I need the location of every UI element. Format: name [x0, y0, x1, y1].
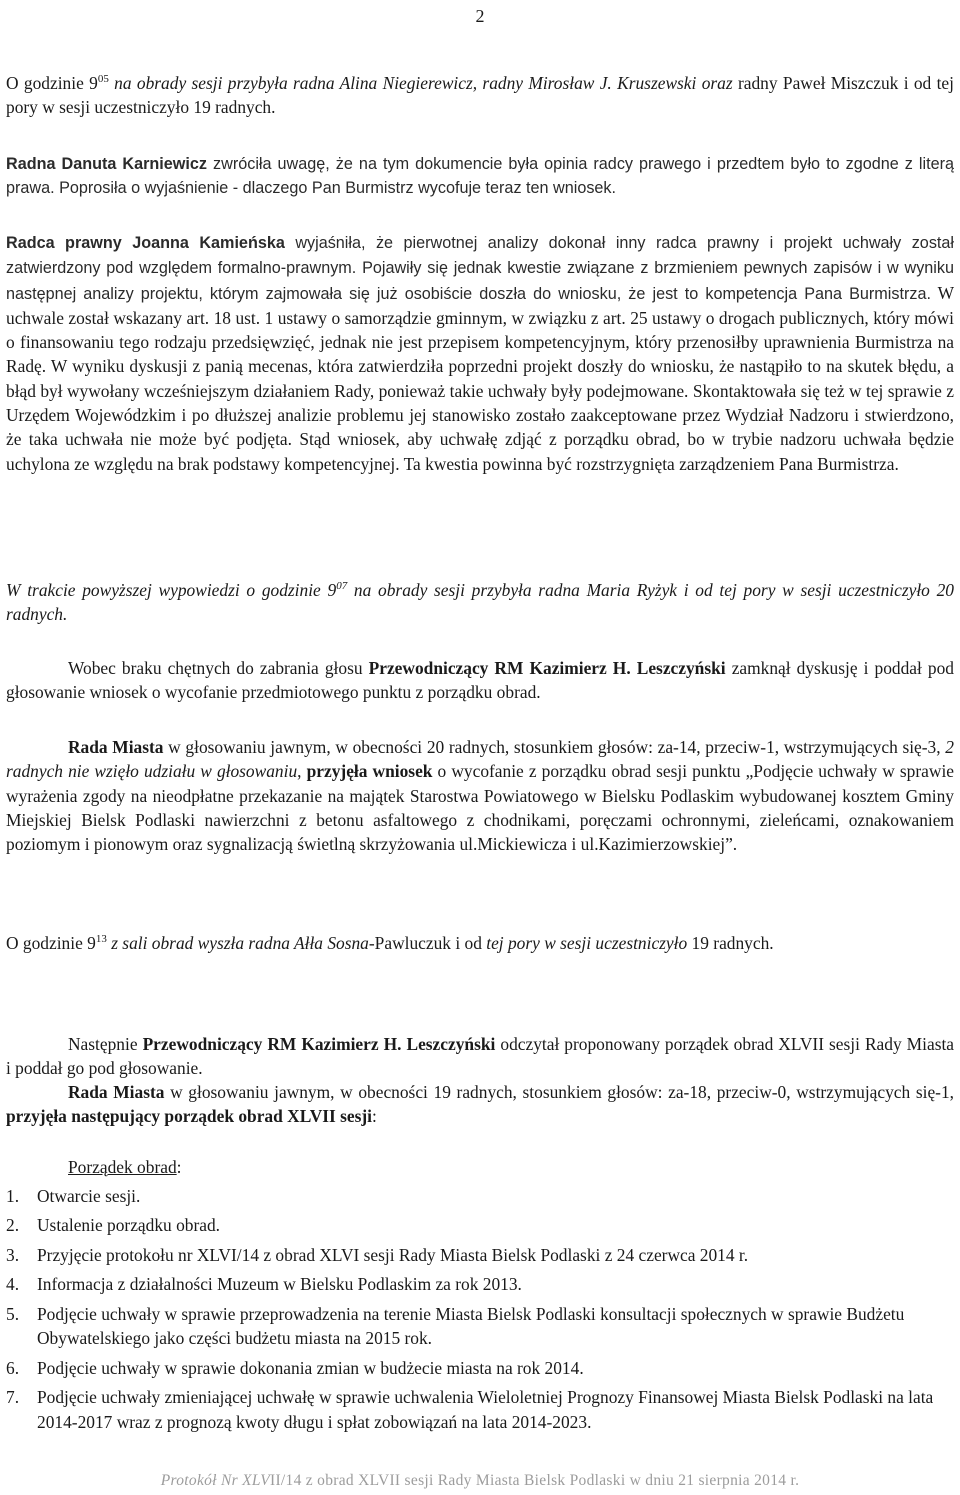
paragraph-departure	[6, 931, 954, 955]
p6-council: Rada Miasta	[68, 737, 164, 757]
p9-text-d: :	[372, 1106, 377, 1127]
p9-decision: przyjęła następujący porządek obrad XLVII sesji	[6, 1106, 373, 1127]
p5-text-c: zamknął dyskusję i poddał pod głosowanie wniosek o wycofanie przedmiotowego punktu z porządku obrad.	[6, 658, 955, 703]
agenda-item-text: Ustalenie porządku obrad.	[37, 1215, 221, 1236]
agenda-item	[6, 1184, 954, 1208]
agenda-item	[6, 1213, 954, 1237]
p8-text-c: odczytał proponowany porządek obrad XLVII sesji Rady Miasta i poddał go pod głosowanie.	[6, 1034, 955, 1079]
agenda-item-number: 1.	[6, 1186, 20, 1206]
agenda-item-number: 5.	[6, 1303, 20, 1324]
p2-speaker: Radna Danuta Karniewicz	[6, 155, 207, 173]
p4-time: W trakcie powyższej wypowiedzi o godzinie 9	[6, 580, 337, 600]
page-footer	[0, 1469, 960, 1493]
agenda-item-text: Informacja z działalności Muzeum w Bielsku Podlaskim za rok 2013.	[37, 1274, 522, 1295]
paragraph-agenda-read	[6, 1032, 954, 1081]
p3-text-sans: wyjaśniła, że pierwotnej analizy dokonał inny radca prawny i projekt uchwały został zatwierdzony pod względem formalno-prawnym. Pojawiły się jednak kwestie związane z brzmieniem pewnych zapisów i w wyniku następnej analizy projektu, którym zajmowała się już osobiście doszła do wniosku, że jest to kompetencja Pana Burmistrza.	[6, 234, 955, 303]
p9-council: Rada Miasta	[68, 1082, 165, 1102]
p9-text-b: w głosowaniu jawnym, w obecności 19 radnych, stosunkiem głosów: za-18, przeciw-0, wstrzymujących się-1,	[164, 1082, 954, 1102]
p6-text-b: w głosowaniu jawnym, w obecności 20 radnych, stosunkiem głosów: za-14, przeciw-1, wstrzymujących się-3,	[163, 737, 946, 757]
p8-text-a: Następnie	[68, 1034, 143, 1054]
p6-text-d: ,	[297, 761, 307, 782]
agenda-item-text: Podjęcie uchwały zmieniającej uchwałę w sprawie uchwalenia Wieloletniej Prognozy Finansowej Miasta Bielsk Podlaski na lata 2014-2017 wraz z prognozą kwoty długu i spłat zobowiązań na lata 2014-2023.	[37, 1387, 934, 1432]
agenda-item-number: 4.	[6, 1274, 20, 1295]
paragraph-arrivals-2	[6, 578, 954, 627]
agenda-item-number: 6.	[6, 1357, 20, 1378]
paragraph-karniewicz	[6, 152, 954, 201]
p7-minutes: 13	[95, 933, 107, 945]
p3-text: W uchwale został wskazany art. 18 ust. 1 ustawy o samorządzie gminnym, w związku z art. 25 ustawy o drogach publicznych, który mówi o finansowaniu tego rodzaju przedsięwzięć, jednak nie jest przepisem kompetencyjnym, który przenosiłby uprawnienia Burmistrza na Radę. W wyniku dyskusji z panią mecenas, która zatwierdziła poprzedni projekt doszły do wniosku, że nastąpiło to na skutek błędu, a błąd był wywołany wcześniejszym działaniem Rady, ponieważ takie uchwały były podejmowane. Skontaktowała się też w tej sprawie z Urzędem Wojewódzkim i po dłuższej analizie problemu jej stanowisko zostało zaakceptowane przez Wydział Nadzoru i stwierdzono, że taka uchwała nie może być podjęta. Stąd wniosek, aby uchwałę zdjąć z porządku obrad, bo w trybie nadzoru uchwała będzie uchylona ze względu na brak podstawy kompetencyjnej. Ta kwestia powinna być rozstrzygnięta zarządzeniem Pana Burmistrza.	[6, 282, 954, 474]
agenda-list	[6, 1184, 954, 1439]
footer-italic: Protokół Nr XLV	[160, 1472, 270, 1489]
agenda-item-text: Otwarcie sesji.	[37, 1186, 141, 1206]
paragraph-kamienska	[6, 230, 954, 476]
agenda-item	[6, 1356, 954, 1380]
agenda-item	[6, 1243, 954, 1267]
p5-chairman: Przewodniczący RM Kazimierz H. Leszczyński	[368, 658, 726, 678]
p4-minutes: 07	[336, 580, 348, 592]
agenda-item-number: 7.	[6, 1387, 20, 1408]
agenda-item-text: Podjęcie uchwały w sprawie dokonania zmian w budżecie miasta na rok 2014.	[37, 1357, 584, 1378]
p4-text: na obrady sesji przybyła radna Maria Ryżyk i od tej pory w sesji uczestniczyło 20 radnych.	[6, 580, 954, 625]
p6-decision: przyjęła wniosek	[306, 761, 433, 782]
agenda-heading	[6, 1155, 954, 1179]
footer-text: II/14 z obrad XLVII sesji Rady Miasta Bielsk Podlaski w dniu 21 sierpnia 2014 r.	[270, 1472, 800, 1489]
p7-time: O godzinie 9	[6, 933, 96, 953]
paragraph-vote-1	[6, 735, 954, 856]
p6-abstain-note: 2 radnych nie wzięło udziału w głosowaniu	[6, 737, 954, 782]
agenda-item	[6, 1302, 954, 1351]
p2-text: zwróciła uwagę, że na tym dokumencie była opinia radcy prawego i przedtem było to zgodne z literą prawa. Poprosiła o wyjaśnienie - dlaczego Pan Burmistrz wycofuje teraz ten wniosek.	[6, 155, 954, 198]
agenda-item	[6, 1272, 954, 1296]
p3-speaker: Radca prawny Joanna Kamieńska	[6, 234, 285, 252]
p1-text: radny Paweł Miszczuk i od tej pory w sesji uczestniczyło 19 radnych.	[6, 73, 954, 118]
agenda-item-number: 2.	[6, 1215, 20, 1236]
agenda-title: Porządek obrad	[68, 1157, 177, 1177]
p1-text-italic: na obrady sesji przybyła radna Alina Niegierewicz, radny Mirosław J. Kruszewski oraz	[108, 73, 733, 93]
p7-text-d: tej pory w sesji uczestniczyło	[486, 933, 688, 953]
agenda-item-text: Podjęcie uchwały w sprawie przeprowadzenia na terenie Miasta Bielsk Podlaski konsultacji społecznych w sprawie Budżetu Obywatelskiego jako części budżetu miasta na 2015 rok.	[37, 1303, 905, 1349]
agenda-title-colon: :	[176, 1157, 182, 1177]
p7-text-e: 19 radnych.	[687, 933, 774, 953]
p8-chairman: Przewodniczący RM Kazimierz H. Leszczyński	[142, 1034, 496, 1054]
p5-text-a: Wobec braku chętnych do zabrania głosu	[68, 658, 369, 678]
p7-text-b: z sali obrad wyszła radna Ałła Sosna-	[106, 933, 375, 953]
agenda-item-text: Przyjęcie protokołu nr XLVI/14 z obrad XLVI sesji Rady Miasta Bielsk Podlaski z 24 czerwca 2014 r.	[37, 1244, 749, 1265]
p1-time: O godzinie 9	[6, 73, 98, 93]
p1-minutes: 05	[97, 73, 109, 85]
page-number: 2	[475, 6, 485, 26]
paragraph-discussion-closed	[6, 656, 954, 705]
agenda-item-number: 3.	[6, 1244, 20, 1265]
p7-text-c: Pawluczuk i od	[374, 933, 487, 953]
paragraph-arrivals-1	[6, 71, 954, 120]
p6-text-f: o wycofanie z porządku obrad sesji punktu „Podjęcie uchwały w sprawie wyrażenia zgody na nieodpłatne przekazanie na majątek Starostwa Powiatowego w Bielsku Podlaskim wybudowanej kosztem Gminy Miejskiej Bielsk Podlaski nawierzchni z betonu asfaltowego z chodnikami, poręczami ochronnymi, zieleńcami, oznakowaniem poziomym i pionowym oraz sygnalizacją świetlną skrzyżowania ul.Mickiewicza i ul.Kazimierzowskiej”.	[6, 761, 954, 855]
paragraph-vote-2	[6, 1080, 954, 1129]
agenda-item	[6, 1385, 954, 1434]
